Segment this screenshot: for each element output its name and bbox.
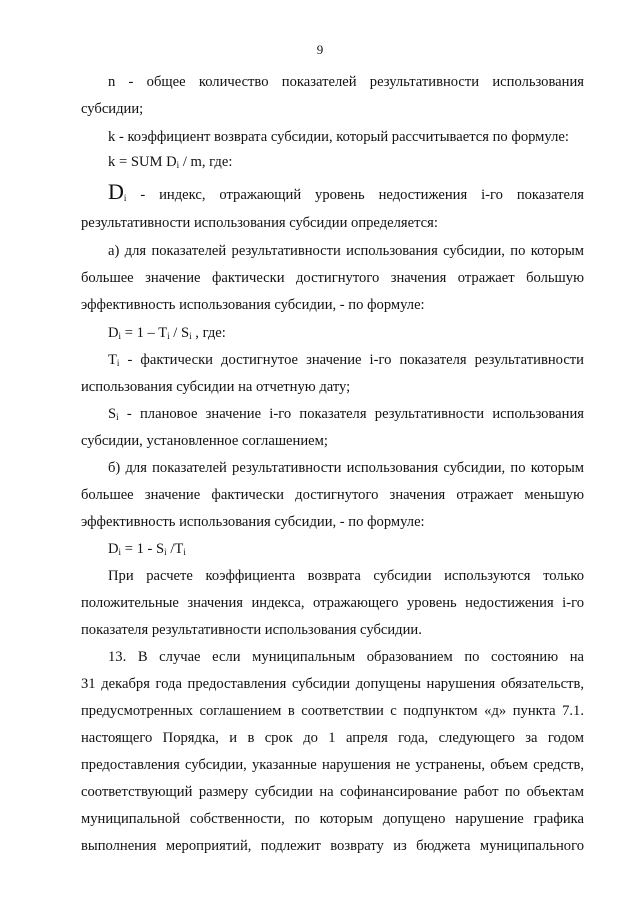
text-line: субсидии; (81, 101, 144, 117)
text-line: 13. В случае если муниципальным образованием по состоянию на (108, 649, 584, 665)
formula-subscript: i (183, 547, 186, 557)
formula-k (108, 153, 584, 171)
formula-di-a (108, 324, 584, 342)
formula-subscript: i (164, 547, 167, 557)
text-line: эффективность использования субсидии, - по формуле: (81, 514, 425, 530)
formula-part: = 1 – T (121, 325, 168, 341)
text-line: предоставления субсидии, указанные нарушения не устранены, объем средств, (81, 757, 584, 773)
text-line: использования субсидии на отчетную дату; (81, 379, 351, 395)
formula-subscript: i (116, 412, 119, 422)
formula-part: D (108, 541, 119, 557)
formula-part: D (108, 179, 124, 204)
formula-subscript: i (118, 547, 122, 557)
formula-subscript: i (189, 331, 192, 341)
text-part: - фактически достигнутое значение i-го показателя результативности (119, 352, 584, 368)
text-line: а) для показателей результативности использования субсидии, по которым (108, 243, 584, 259)
text-line (108, 405, 584, 423)
text-line: настоящего Порядка, и в срок до 1 апреля года, следующего за годом (81, 730, 584, 746)
formula-subscript: i (118, 331, 122, 341)
text-line: 31 декабря года предоставления субсидии допущены нарушения обязательств, (81, 676, 584, 692)
formula-part: / S (169, 325, 190, 341)
text-line: результативности использования субсидии определяется: (81, 215, 438, 231)
text-line: k - коэффициент возврата субсидии, который рассчитывается по формуле: (108, 129, 569, 145)
formula-part: /T (166, 541, 184, 557)
formula-part: S (108, 406, 117, 422)
text-line: большее значение фактически достигнутого значения отражает большую (81, 270, 584, 286)
text-line: При расчете коэффициента возврата субсидии используются только (108, 568, 584, 584)
formula-part: / m, где: (179, 154, 233, 170)
text-line: большее значение фактически достигнутого значения отражает меньшую (81, 487, 584, 503)
text-line: субсидии, установленное соглашением; (81, 433, 328, 449)
page-number: 9 (316, 42, 324, 57)
formula-part: , где: (191, 325, 226, 341)
text-line: эффективность использования субсидии, - по формуле: (81, 297, 425, 313)
formula-subscript: i (167, 331, 170, 341)
formula-subscript: i (123, 193, 127, 203)
text-line: показателя результативности использования субсидии. (81, 622, 422, 638)
text-line: n - общее количество показателей результативности использования (108, 74, 584, 90)
formula-part: k = SUM D (108, 154, 177, 170)
formula-part: = 1 - S (121, 541, 165, 557)
text-line: предусмотренных соглашением в соответствии с подпунктом «д» пункта 7.1. (81, 703, 584, 719)
text-line: б) для показателей результативности использования субсидии, по которым (108, 460, 584, 476)
text-line (108, 351, 584, 369)
formula-di-b (108, 540, 584, 558)
formula-part: - индекс, отражающий уровень недостижения i-го показателя (126, 187, 584, 203)
text-line: выполнения мероприятий, подлежит возврату из бюджета муниципального (81, 838, 584, 854)
formula-subscript: i (176, 160, 180, 170)
index-definition-line (108, 179, 584, 204)
formula-subscript: i (116, 358, 120, 368)
text-line: муниципальной собственности, по которым допущено нарушение графика (81, 811, 584, 827)
text-line: положительные значения индекса, отражающего уровень недостижения i-го (81, 595, 584, 611)
formula-part: D (108, 325, 119, 341)
text-part: - плановое значение i-го показателя результативности использования (118, 406, 584, 422)
formula-part: T (108, 352, 117, 368)
text-line: соответствующий размеру субсидии на софинансирование работ по объектам (81, 784, 584, 800)
